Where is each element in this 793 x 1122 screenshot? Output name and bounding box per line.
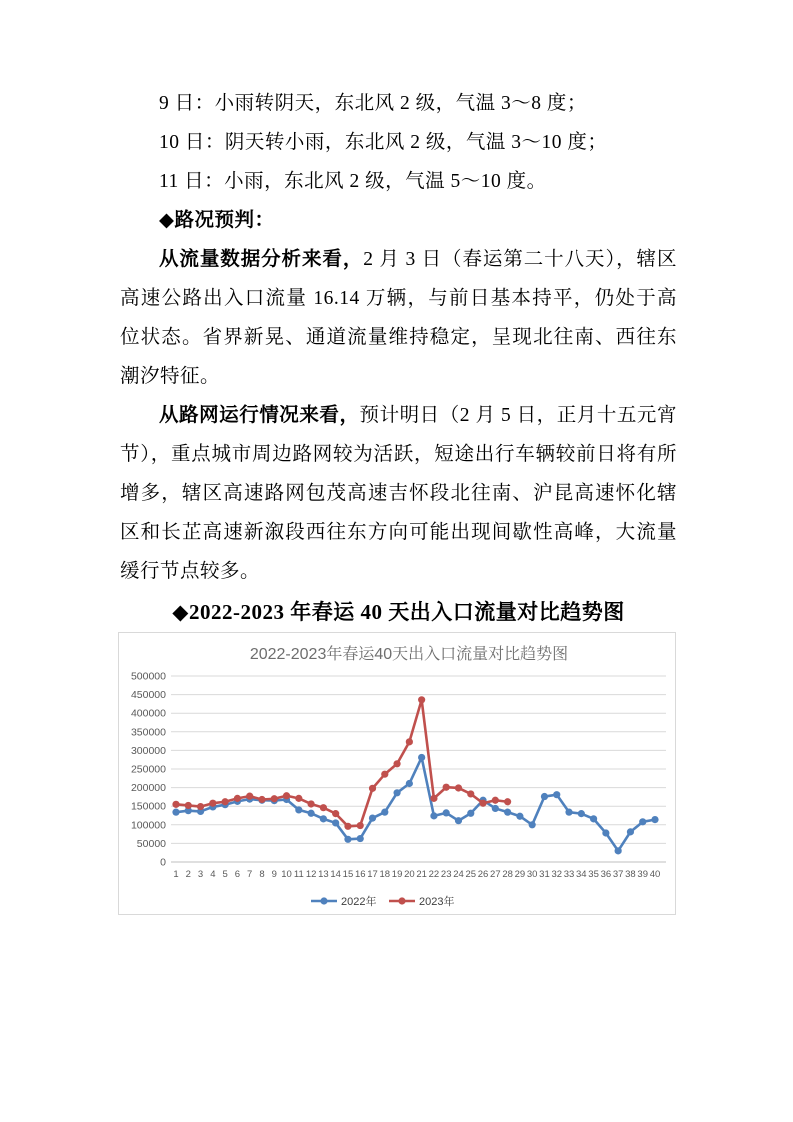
- svg-text:28: 28: [502, 869, 513, 880]
- series-2023年: [172, 696, 511, 830]
- svg-text:22: 22: [428, 869, 440, 880]
- document-content: [120, 84, 677, 915]
- svg-text:15: 15: [342, 869, 354, 880]
- svg-text:3: 3: [197, 869, 204, 880]
- svg-text:2023年: 2023年: [419, 896, 455, 908]
- svg-text:450000: 450000: [130, 689, 166, 702]
- svg-text:300000: 300000: [130, 744, 166, 757]
- svg-text:32: 32: [551, 869, 563, 880]
- flow-trend-chart: [118, 632, 676, 915]
- svg-text:7: 7: [247, 869, 253, 880]
- svg-text:5: 5: [222, 869, 228, 880]
- svg-text:150000: 150000: [130, 800, 166, 813]
- svg-text:50000: 50000: [136, 837, 166, 850]
- svg-text:26: 26: [477, 869, 489, 880]
- section-heading-road-forecast: [120, 201, 677, 240]
- svg-text:16: 16: [354, 869, 366, 880]
- svg-text:9: 9: [271, 869, 277, 880]
- svg-text:23: 23: [440, 869, 452, 880]
- svg-text:31: 31: [539, 869, 550, 880]
- svg-text:400000: 400000: [130, 707, 166, 720]
- paragraph-traffic-data: [120, 240, 677, 396]
- svg-text:4: 4: [210, 869, 216, 880]
- svg-text:18: 18: [379, 869, 391, 880]
- paragraph-lead: 从路网运行情况来看，: [159, 405, 360, 426]
- svg-text:36: 36: [600, 869, 612, 880]
- svg-text:29: 29: [514, 869, 526, 880]
- svg-text:200000: 200000: [130, 782, 166, 795]
- svg-text:14: 14: [330, 869, 341, 880]
- svg-text:10: 10: [281, 869, 292, 880]
- svg-text:27: 27: [490, 869, 501, 880]
- svg-text:37: 37: [612, 869, 624, 880]
- svg-text:19: 19: [391, 869, 403, 880]
- chart-title: 2022-2023年春运40天出入口流量对比趋势图: [249, 646, 569, 663]
- section-heading-text: ◆路况预判：: [159, 210, 275, 231]
- legend-marker-icon: [320, 897, 327, 904]
- svg-text:40: 40: [649, 869, 661, 880]
- paragraph-lead: 从流量数据分析来看，: [159, 249, 364, 270]
- trend-chart-svg: [119, 633, 675, 914]
- svg-text:2022年: 2022年: [341, 896, 377, 908]
- svg-text:39: 39: [637, 869, 649, 880]
- weather-line-1: 9 日：小雨转阴天，东北风 2 级，气温 3～8 度；: [159, 93, 587, 114]
- svg-text:33: 33: [563, 869, 575, 880]
- svg-text:2: 2: [185, 869, 191, 880]
- svg-text:1: 1: [173, 869, 179, 880]
- svg-text:30: 30: [526, 869, 538, 880]
- svg-text:34: 34: [576, 869, 587, 880]
- svg-text:0: 0: [160, 856, 166, 869]
- svg-text:17: 17: [367, 869, 378, 880]
- svg-text:250000: 250000: [130, 763, 166, 776]
- weather-line-2: 10 日：阴天转小雨，东北风 2 级，气温 3～10 度；: [159, 132, 608, 153]
- svg-text:24: 24: [453, 869, 464, 880]
- svg-text:25: 25: [465, 869, 477, 880]
- gridlines: [171, 676, 666, 862]
- svg-text:11: 11: [293, 869, 304, 880]
- svg-text:100000: 100000: [130, 819, 166, 832]
- legend-marker-icon: [398, 897, 405, 904]
- x-axis-labels: [173, 869, 660, 880]
- chart-section-heading: ◆2022-2023 年春运 40 天出入口流量对比趋势图: [172, 600, 625, 624]
- svg-text:12: 12: [305, 869, 317, 880]
- svg-text:13: 13: [318, 869, 329, 880]
- svg-text:500000: 500000: [130, 670, 166, 683]
- svg-text:20: 20: [404, 869, 415, 880]
- svg-text:38: 38: [625, 869, 636, 880]
- paragraph-body: 预计明日（2 月 5 日，正月十五元宵节），重点城市周边路网较为活跃，短途出行车辆较前日将有所增多，辖区高速路网包茂高速吉怀段北往南、沪昆高速怀化辖区和长芷高速新溆段西往东方向可能出现间歇性高峰，大流量缓行节点较多。: [120, 405, 677, 582]
- chart-legend: [311, 894, 454, 908]
- svg-text:350000: 350000: [130, 726, 166, 739]
- y-axis-labels: [131, 671, 166, 869]
- svg-text:35: 35: [588, 869, 599, 880]
- weather-line-3: 11 日：小雨，东北风 2 级，气温 5～10 度。: [159, 171, 547, 192]
- paragraph-body: 2 月 3 日（春运第二十八天），辖区高速公路出入口流量 16.14 万辆，与前日基本持平，仍处于高位状态。省界新晃、通道流量维持稳定，呈现北往南、西往东潮汐特征。: [120, 249, 677, 387]
- svg-text:8: 8: [259, 869, 265, 880]
- svg-text:21: 21: [416, 869, 427, 880]
- paragraph-network-operation: [120, 396, 677, 591]
- svg-text:6: 6: [234, 869, 241, 880]
